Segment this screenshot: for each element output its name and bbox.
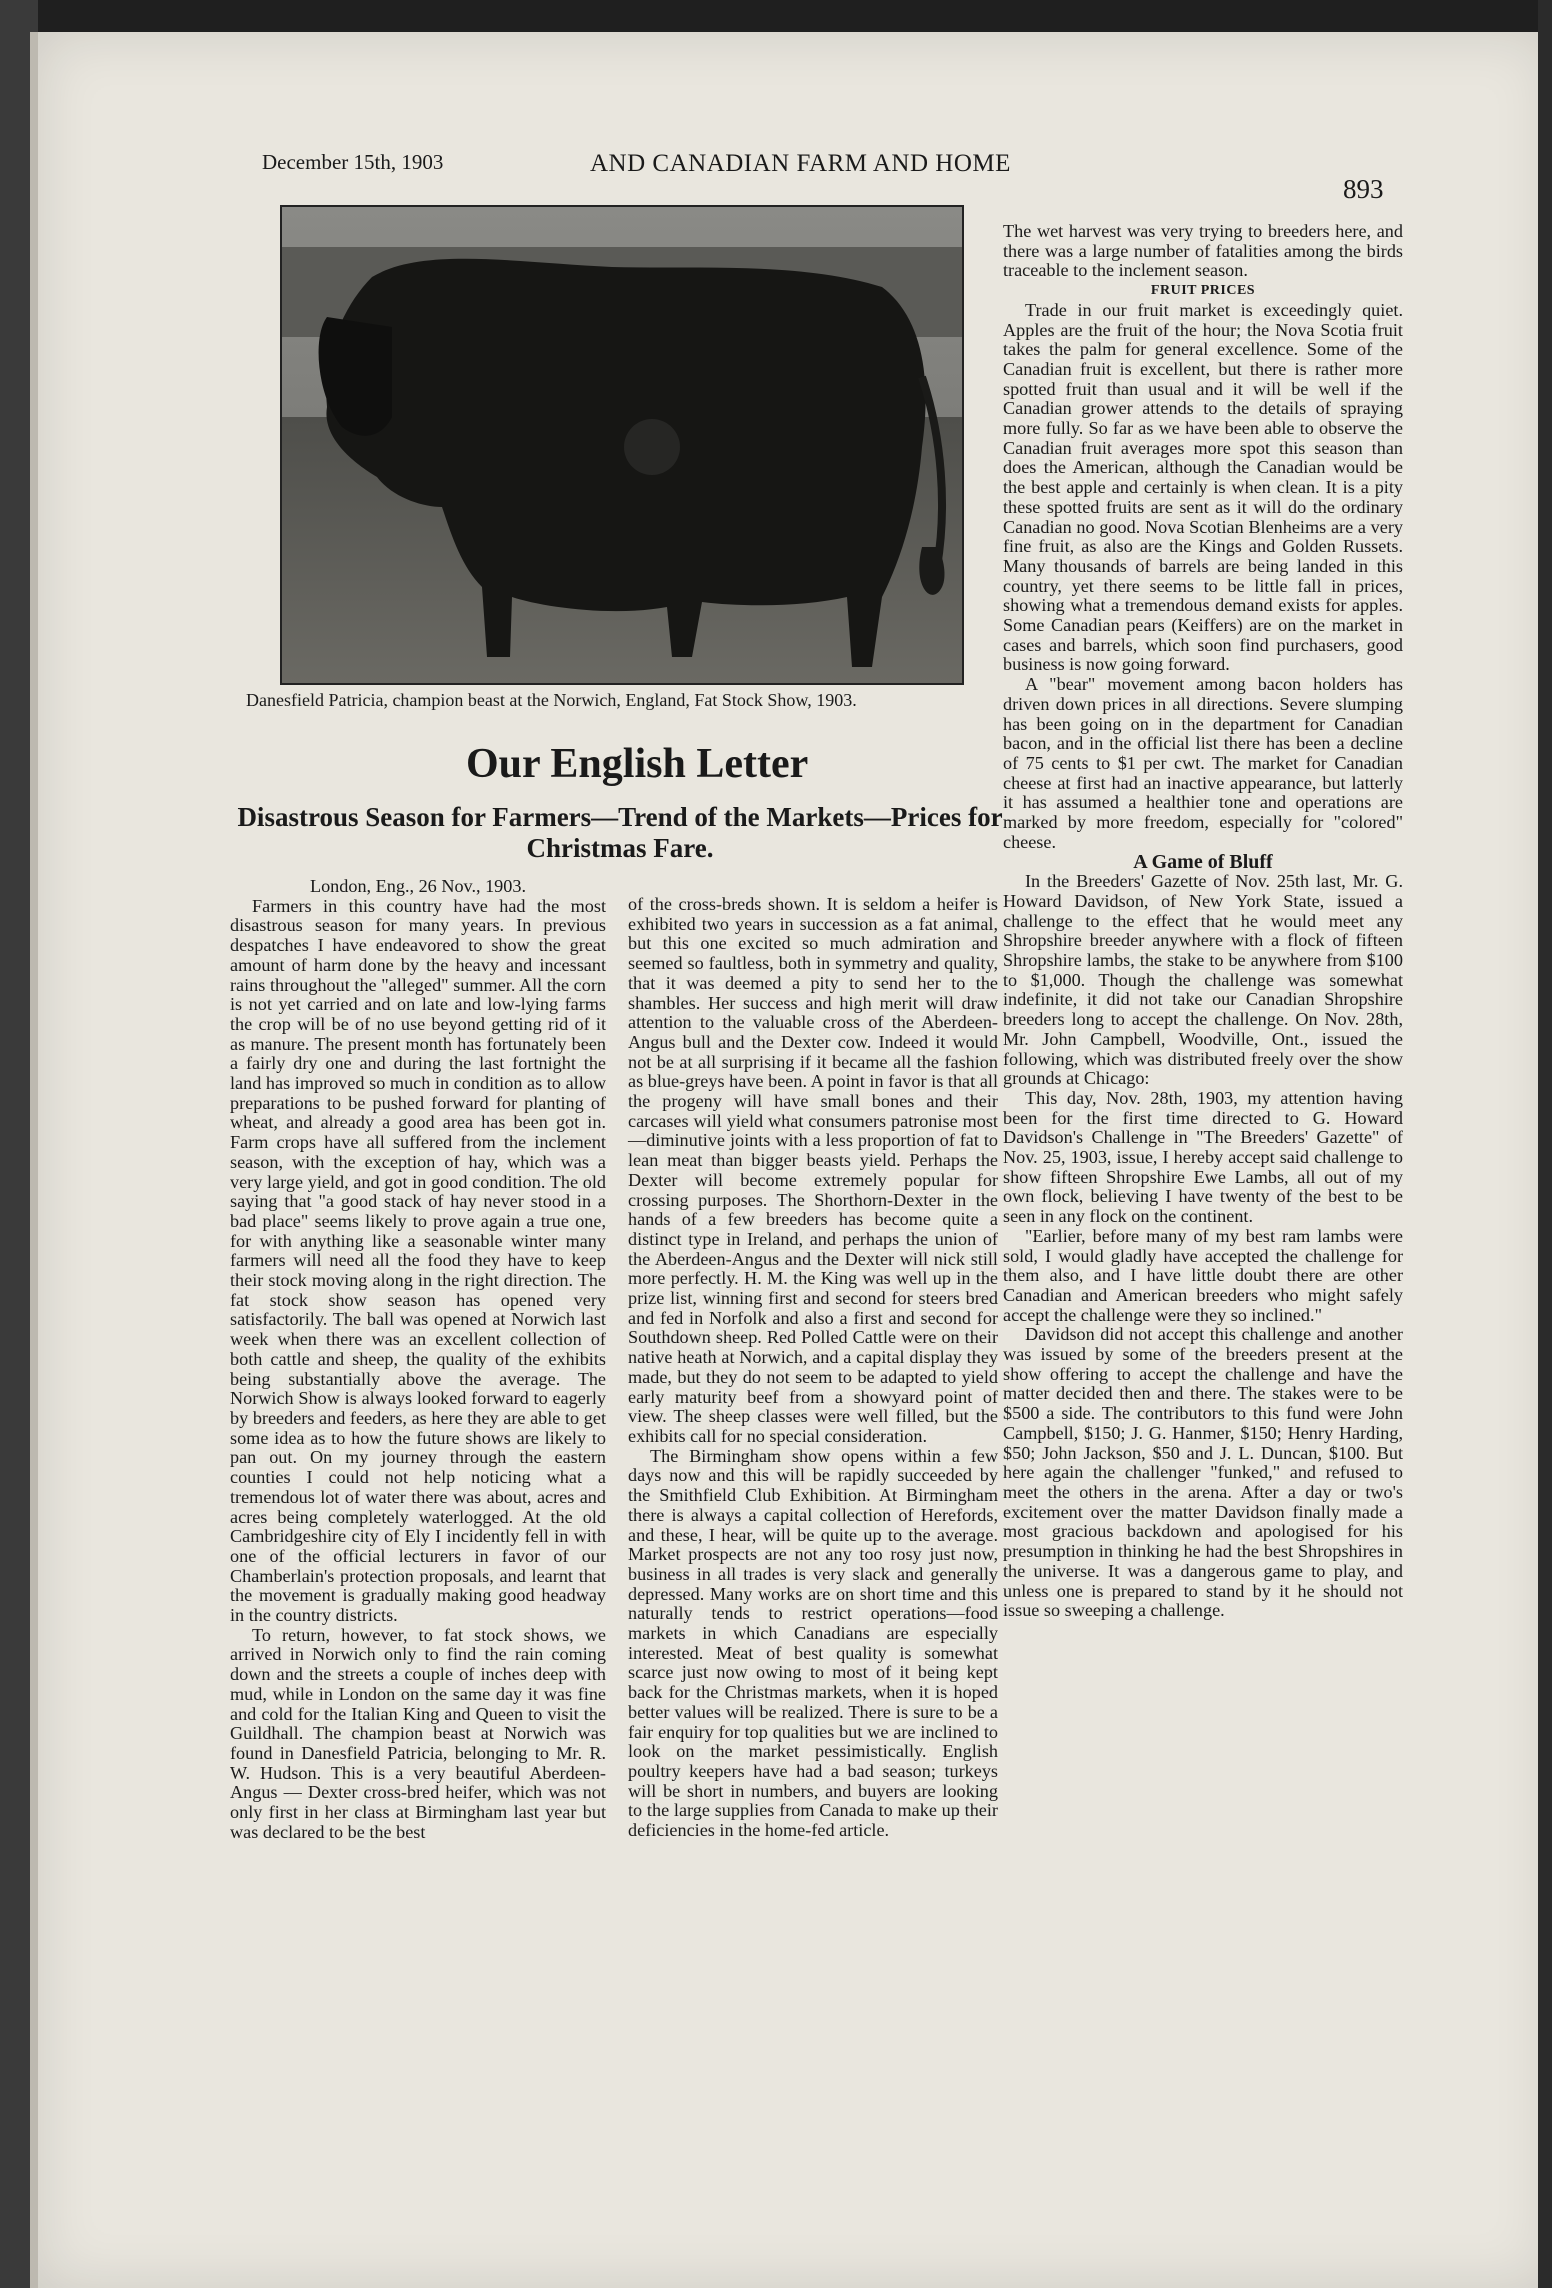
article-column-middle — [628, 895, 998, 1841]
running-header-title: AND CANADIAN FARM AND HOME — [590, 150, 1011, 177]
article-paragraph: of the cross-breds shown. It is seldom a heifer is exhibited two years in succession as a fat animal, but this one excited so much admiration and seemed so faultless, both in symmetry and quality, that it was deemed a pity to send her to the shambles. Her success and high merit will draw attention to the valuable cross of the Aberdeen-Angus bull and the Dexter cow. Indeed it would not be at all surprising if it became all the fashion as blue-greys have been. A point in favor is that all the progeny will have small bones and their carcases will yield what consumers patronise most—diminutive joints with a less proportion of fat to lean meat than bigger beasts yield. Perhaps the Dexter will become extremely popular for crossing purposes. The Shorthorn-Dexter in the hands of a few breeders has become quite a distinct type in Ireland, and perhaps the union of the Aberdeen-Angus and the Dexter will nick still more perfectly. H. M. the King was well up in the prize list, winning first and second for steers bred and fed in Norfolk and also a first and second for Southdown sheep. Red Polled Cattle were on their native heath at Norwich, and a capital display they made, but they do not seem to be adapted to yield early maturity beef from a showyard point of view. The sheep classes were well filled, but the exhibits call for no special consideration. — [628, 894, 998, 1446]
section-heading-game-of-bluff: A Game of Bluff — [1133, 850, 1273, 873]
page-number: 893 — [1343, 174, 1384, 204]
article-paragraph: Farmers in this country have had the most disastrous season for many years. In previous despatches I have endeavored to show the great amount of harm done by the heavy and incessant rains throughout the "alleged" summer. All the corn is not yet carried and on late and low-lying farms the crop will be of no use beyond getting rid of it as manure. The present month has fortunately been a fairly dry one and during the last fortnight the land has improved so much in condition as to allow preparations to be pushed forward for planting of wheat, and already a good area has been got in. Farm crops have all suffered from the inclement season, with the exception of hay, which was a very large yield, and got in good condition. The old saying that "a good stack of hay never stood in a bad place" seems likely to prove again a true one, for with anything like a seasonable winter many farmers will need all the food they have to keep their stock moving along in the right direction. The fat stock show season has opened very satisfactorily. The ball was opened at Norwich last week when there was an excellent collection of both cattle and sheep, the quality of the exhibits being substantially above the average. The Norwich Show is always looked forward to eagerly by breeders and feeders, as here they are able to get some idea as to how the future shows are likely to pan out. On my journey through the eastern counties I could not help noticing what a tremendous lot of water there was about, acres and acres being completely waterlogged. At the old Cambridgeshire city of Ely I incidently fell in with one of the official lecturers in favor of our Chamberlain's protection proposals, and learnt that the movement is gradually making good headway in the country districts. — [230, 895, 606, 1626]
article-paragraph: The wet harvest was very trying to breeders here, and there was a large number of fatalities among the birds traceable to the inclement season. — [1003, 221, 1403, 281]
article-paragraph: This day, Nov. 28th, 1903, my attention having been for the first time directed to G. Howard Davidson's Challenge in "The Breeders' Gazette" of Nov. 25, 1903, issue, I hereby accept said challenge to show fifteen Shropshire Ewe Lambs, all out of my own flock, believing I have twenty of the best to be seen in any flock on the continent. — [1003, 1087, 1403, 1227]
photo-caption: Danesfield Patricia, champion beast at the Norwich, England, Fat Stock Show, 1903. — [246, 690, 857, 710]
article-paragraph: Trade in our fruit market is exceedingly quiet. Apples are the fruit of the hour; the Nova Scotia fruit takes the palm for general excellence. Some of the Canadian fruit is excellent, but there is rather more spotted fruit than usual and it will be well if the Canadian grower attends to the details of spraying more fully. So far as we have been able to observe the Canadian fruit averages more spot this season than does the American, although the Canadian would be the best apple and certainly is when clean. It is a pity these spotted fruits are sent as it will do the ordinary Canadian no good. Nova Scotian Blenheims are a very fine fruit, as also are the Kings and Golden Russets. Many thousands of barrels are being landed in this country, yet there seems to be little fall in prices, showing what a tremendous demand exists for apples. Some Canadian pears (Keiffers) are on the market in cases and barrels, which soon find purchasers, good business is now going forward. — [1003, 299, 1403, 675]
article-paragraph: The Birmingham show opens within a few days now and this will be rapidly succeeded by the Smithfield Club Exhibition. At Birmingham there is always a capital collection of Herefords, and these, I hear, will be quite up to the average. Market prospects are not any too rosy just now, business in all trades is very slack and generally depressed. Many works are on short time and this naturally tends to restrict operations—food markets in which Canadians are especially interested. Meat of best quality is somewhat scarce just now owing to most of it being kept back for the Christmas markets, when it is hoped better values will be realized. There is sure to be a fair enquiry for top qualities but we are inclined to look on the market pessimistically. English poultry keepers have had a bad season; turkeys will be short in numbers, and buyers are looking to the large supplies from Canada to make up their deficiencies in the home-fed article. — [628, 1445, 998, 1841]
article-dateline: London, Eng., 26 Nov., 1903. — [309, 876, 527, 896]
article-paragraph: To return, however, to fat stock shows, we arrived in Norwich only to find the rain coming down and the streets a couple of inches deep with mud, while in London on the same day it was fine and cold for the Italian King and Queen to visit the Guildhall. The champion beast at Norwich was found in Danesfield Patricia, belonging to Mr. R. W. Hudson. This is a very beautiful Aberdeen-Angus — Dexter cross-bred heifer, which was not only first in her class at Birmingham last year but was declared to be the best — [230, 1624, 606, 1842]
article-paragraph: "Earlier, before many of my best ram lambs were sold, I would gladly have accepted the challenge for them also, and I have little doubt there are other Canadian and American breeders who might safely accept the challenge were they so inclined." — [1003, 1225, 1403, 1325]
article-column-right — [1003, 222, 1403, 1621]
cattle-photo — [280, 205, 964, 685]
article-headline: Our English Letter — [466, 741, 809, 787]
heifer-photo-illustration — [282, 207, 962, 683]
page-right-edge — [1538, 0, 1552, 2288]
article-paragraph: In the Breeders' Gazette of Nov. 25th last, Mr. G. Howard Davidson, of New York State, issued a challenge to the effect that he would meet any Shropshire breeder anywhere with a flock of fifteen Shropshire lambs, the stake to be anywhere from $100 to $1,000. Though the challenge was somewhat indefinite, it did not take our Canadian Shropshire breeders long to accept the challenge. On Nov. 28th, Mr. John Campbell, Woodville, Ont., issued the following, which was distributed freely over the show grounds at Chicago: — [1003, 871, 1403, 1089]
section-heading-fruit-prices: FRUIT PRICES — [1150, 283, 1256, 299]
article-paragraph: A "bear" movement among bacon holders has driven down prices in all directions. Severe slumping has been going on in the department for Canadian bacon, and in the official list there has been a decline of 75 cents to $1 per cwt. The market for Canadian cheese at first had an inactive appearance, but latterly it has assumed a healthier tone and operations are marked by more freedom, especially for "colored" cheese. — [1003, 674, 1403, 852]
article-paragraph: Davidson did not accept this challenge and another was issued by some of the breeders present at the show offering to accept the challenge and have the matter decided then and there. The stakes were to be $500 a side. The contributors to this fund were John Campbell, $150; J. G. Hanmer, $150; Henry Harding, $50; John Jackson, $50 and J. L. Duncan, $100. But here again the challenger "funked," and refused to meet the others in the arena. After a day or two's excitement over the matter Davidson finally made a most gracious backdown and apologised for his presumption in thinking he had the best Shropshires in the universe. It was a dangerous game to play, and unless one is prepared to stand by it he should not issue so sweeping a challenge. — [1003, 1324, 1403, 1621]
article-column-left — [230, 877, 606, 1842]
running-header-date: December 15th, 1903 — [262, 150, 444, 174]
page-gutter-edge — [30, 32, 38, 2288]
article-subheadline: Disastrous Season for Farmers—Trend of the Markets—Prices for Christmas Fare. — [237, 802, 1003, 864]
